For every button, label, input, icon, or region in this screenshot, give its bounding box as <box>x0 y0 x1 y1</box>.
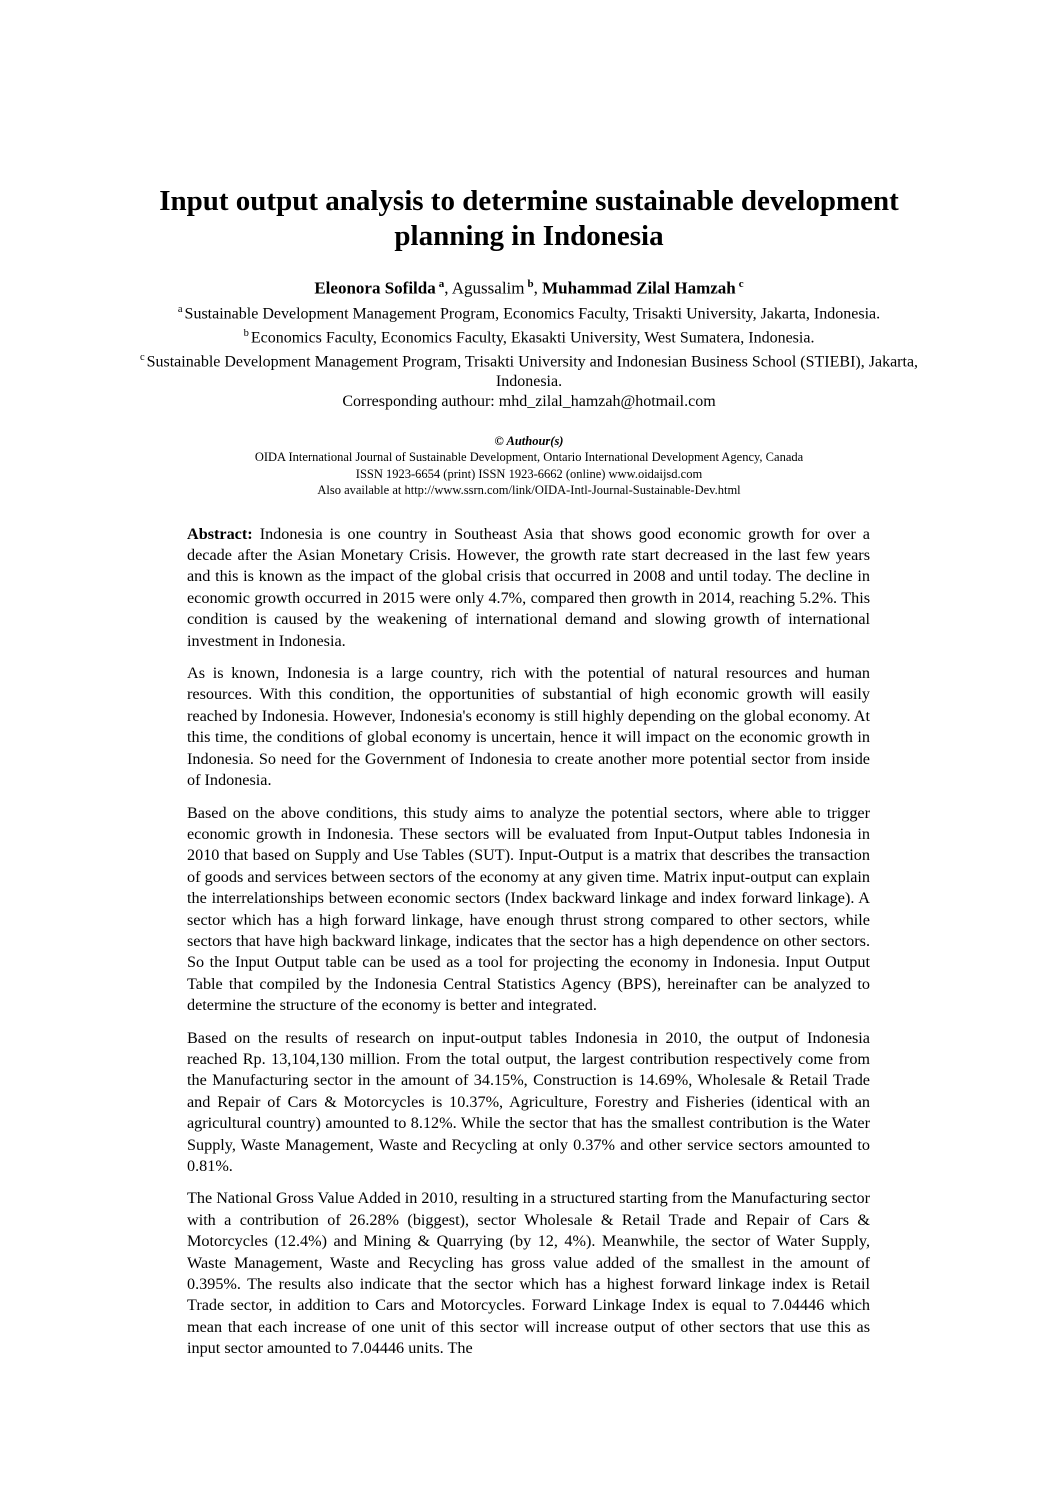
affiliation-text: Sustainable Development Management Program, Economics Faculty, Trisakti University, Jakarta, Indonesia. <box>184 304 881 322</box>
body-paragraph: As is known, Indonesia is a large country, rich with the potential of natural resources and human resources. With this condition, the opportunities of substantial of high economic growth will easily reached by Indonesia. However, Indonesia's economy is still highly depending on the global economy. At this time, the conditions of global economy is uncertain, hence it will impact on the economic growth in Indonesia. So need for the Government of Indonesia to create another more potential sector from inside of Indonesia. <box>187 664 870 790</box>
affiliation-text: Economics Faculty, Economics Faculty, Ekasakti University, West Sumatera, Indonesia. <box>250 329 815 347</box>
author-separator: , <box>444 278 452 298</box>
affiliation-line <box>119 300 939 324</box>
availability-line: Also available at http://www.ssrn.com/link/OIDA-Intl-Journal-Sustainable-Dev.html <box>317 483 741 498</box>
affiliation-superscript: b <box>243 327 249 339</box>
affiliations-block <box>119 300 939 412</box>
body-paragraph: The National Gross Value Added in 2010, resulting in a structured starting from the Manufacturing sector with a contribution of 26.28% (biggest), sector Wholesale & Retail Trade and Repair of Cars & Motorcycles (12.4%) and Mining & Quarrying (by 12, 4%). Meanwhile, the sector of Water Supply, Waste Management, Waste and Recycling has gross value added of the smallest in the amount of 0.395%. The results also indicate that the sector which has a highest forward linkage index is Retail Trade sector, in addition to Cars and Motorcycles. Forward Linkage Index is equal to 7.04446 which mean that each increase of one unit of this sector will increase output of other sectors that use this as input sector amounted to 7.04446 units. The <box>187 1189 871 1358</box>
issn-line: ISSN 1923-6654 (print) ISSN 1923-6662 (online) www.oidaijsd.com <box>355 466 703 481</box>
corresponding-author-line: Corresponding authour: mhd_zilal_hamzah@hotmail.com <box>342 392 716 410</box>
page-title: Input output analysis to determine sustainable development planning in Indonesia <box>159 185 899 252</box>
journal-line: OIDA International Journal of Sustainable Development, Ontario International Development Agency, Canada <box>254 450 804 465</box>
author-separator: , <box>533 278 543 298</box>
affiliation-line <box>119 324 939 348</box>
author-name: Muhammad Zilal Hamzah <box>542 278 736 298</box>
author-superscript: c <box>738 278 744 290</box>
paper-body <box>187 524 870 1360</box>
author-superscript: a <box>438 278 445 290</box>
copyright-line: © Authour(s) <box>494 433 564 448</box>
author-name: Eleonora Sofilda <box>314 278 436 298</box>
author-name: Agussalim <box>451 278 525 298</box>
paper-header <box>0 0 1058 499</box>
affiliation-superscript: c <box>139 351 145 363</box>
abstract-text: Indonesia is one country in Southeast Asia that shows good economic growth for over a decade after the Asian Monetary Crisis. However, the growth rate start decreased in the last few years and this is known as the impact of the global crisis that occurred in 2008 and until today. The decline in economic growth occurred in 2015 were only 4.7%, compared then growth in 2014, reaching 5.2%. This condition is caused by the weakening of international demand and slowing growth of international investment in Indonesia. <box>187 524 870 650</box>
abstract-label: Abstract: <box>187 524 253 543</box>
publisher-block <box>0 433 1058 499</box>
body-paragraph: Based on the results of research on input-output tables Indonesia in 2010, the output of Indonesia reached Rp. 13,104,130 million. From the total output, the largest contribution respectively come from the Manufacturing sector in the amount of 34.15%, Construction is 14.69%, Wholesale & Retail Trade and Repair of Cars & Motorcycles is 10.37%, Agriculture, Forestry and Fisheries (identical with an agricultural country) amounted to 8.12%. While the sector that has the smallest contribution is the Water Supply, Waste Management, Waste and Recycling at only 0.37% and other service sectors amounted to 0.81%. <box>187 1028 870 1175</box>
body-paragraph: Based on the above conditions, this study aims to analyze the potential sectors, where able to trigger economic growth in Indonesia. These sectors will be evaluated from Input-Output tables Indonesia in 2010 that based on Supply and Use Tables (SUT). Input-Output is a matrix that describes the transaction of goods and services between sectors of the economy at any given time. Matrix input-output can explain the interrelationships between economic sectors (Index backward linkage and index forward linkage). A sector which has a high forward linkage, have enough thrust strong compared to other sectors, while sectors that have high backward linkage, indicates that the sector has a high dependence on other sectors. So the Input Output table can be used as a tool for projecting the economy in Indonesia. Input Output Table that compiled by the Indonesia Central Statistics Agency (BPS), hereinafter can be analyzed to determine the structure of the economy is better and integrated. <box>187 803 870 1015</box>
author-superscript: b <box>527 278 534 290</box>
abstract-paragraph <box>187 524 870 652</box>
affiliation-text: Sustainable Development Management Program, Trisakti University and Indonesian Business School (STIEBI), Jakarta, Indonesia. <box>146 353 919 391</box>
author-byline <box>0 274 1058 299</box>
affiliation-line <box>119 348 939 392</box>
affiliation-superscript: a <box>177 303 183 315</box>
